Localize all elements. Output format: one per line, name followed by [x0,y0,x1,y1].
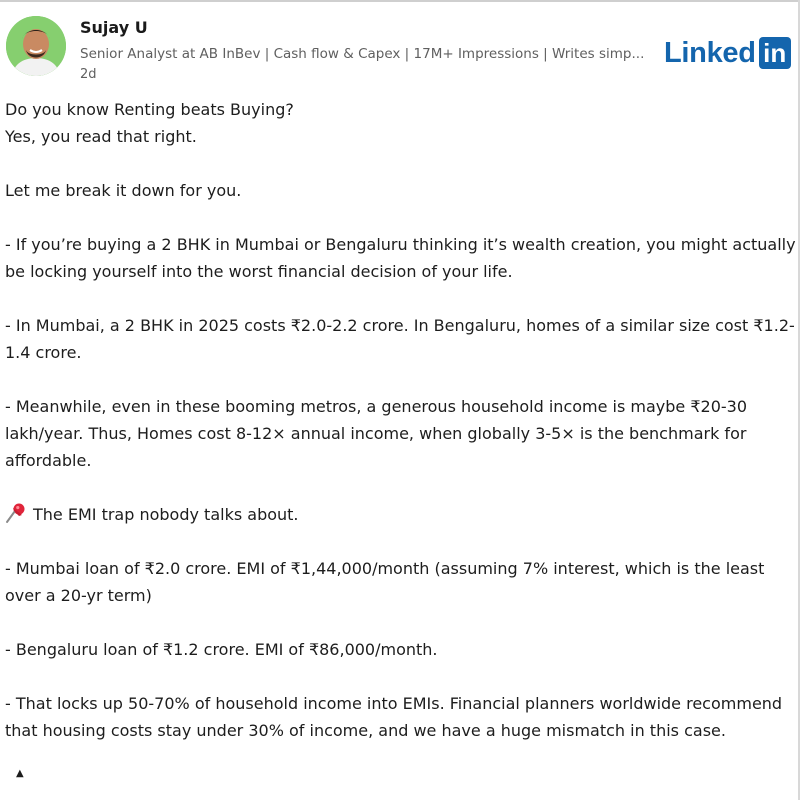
linkedin-logo-word: Linked [664,37,756,69]
author-headline: Senior Analyst at AB InBev | Cash flow & Capex | 17M+ Impressions | Writes simp... [80,46,645,62]
pushpin-icon [5,502,27,524]
author-name[interactable]: Sujay U [80,18,148,37]
post-text-line: - That locks up 50-70% of household income into EMIs. Financial planners worldwide recommend [5,694,783,713]
linkedin-logo-box: in [759,37,791,69]
post-text-line: - In Mumbai, a 2 BHK in 2025 costs ₹2.0-2.2 crore. In Bengaluru, homes of a similar size cost ₹1.2- [5,316,795,335]
post-text-line: affordable. [5,451,92,470]
post-text-line: over a 20-yr term) [5,586,152,605]
linkedin-logo [664,36,791,70]
caret-up-icon: ▲ [16,768,24,779]
post-text-line: - Mumbai loan of ₹2.0 crore. EMI of ₹1,44,000/month (assuming 7% interest, which is the least [5,559,765,578]
avatar[interactable] [6,16,66,76]
post-text-line: that housing costs stay under 30% of income, and we have a huge mismatch in this case. [5,721,726,740]
avatar-portrait-icon [6,16,66,76]
post-text-line: be locking yourself into the worst financial decision of your life. [5,262,513,281]
post-text-line: - Bengaluru loan of ₹1.2 crore. EMI of ₹86,000/month. [5,640,438,659]
emi-trap-heading: The EMI trap nobody talks about. [33,505,299,524]
post-text-line: Yes, you read that right. [5,127,197,146]
post-text-line: - If you’re buying a 2 BHK in Mumbai or Bengaluru thinking it’s wealth creation, you might actually [5,235,796,254]
post-age: 2d [80,67,97,82]
post-text-line: 1.4 crore. [5,343,82,362]
post-text-line: Let me break it down for you. [5,181,242,200]
post-text-line-with-icon [5,501,790,528]
post-text-line: - Meanwhile, even in these booming metros, a generous household income is maybe ₹20-30 [5,397,748,416]
post-text-line: lakh/year. Thus, Homes cost 8-12× annual income, when globally 3-5× is the benchmark for [5,424,747,443]
post-text-line: Do you know Renting beats Buying? [5,100,294,119]
post-header [0,0,800,88]
